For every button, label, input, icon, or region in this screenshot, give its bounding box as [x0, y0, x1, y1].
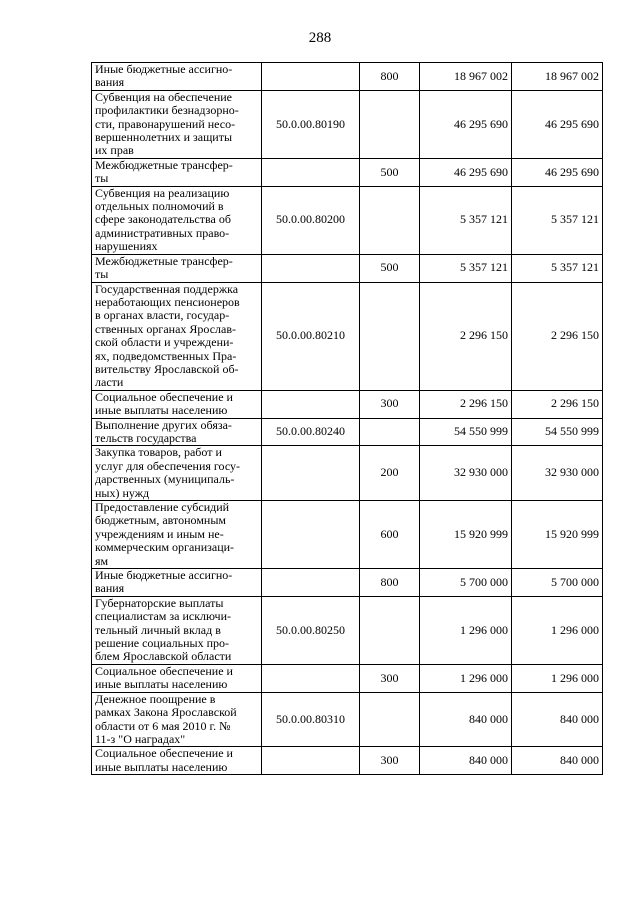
expense-type-cell: 200 [360, 446, 420, 501]
target-code-cell [262, 254, 360, 282]
table-row [92, 569, 603, 597]
amount-year1-cell: 46 295 690 [420, 158, 512, 186]
target-code-cell [262, 569, 360, 597]
amount-year1-cell: 54 550 999 [420, 418, 512, 446]
amount-year1-cell: 1 296 000 [420, 664, 512, 692]
amount-year2-cell: 840 000 [512, 747, 603, 775]
amount-year2-cell: 1 296 000 [512, 664, 603, 692]
expense-type-cell: 300 [360, 664, 420, 692]
expense-type-cell: 600 [360, 501, 420, 569]
amount-year2-cell: 1 296 000 [512, 596, 603, 664]
expense-type-cell: 500 [360, 254, 420, 282]
table-row [92, 418, 603, 446]
page-number: 288 [308, 30, 332, 46]
amount-year2-cell: 15 920 999 [512, 501, 603, 569]
table-row [92, 158, 603, 186]
target-code-cell [262, 390, 360, 418]
expense-type-cell [360, 90, 420, 158]
amount-year1-cell: 840 000 [420, 747, 512, 775]
amount-year1-cell: 5 357 121 [420, 186, 512, 254]
target-code-cell: 50.0.00.80200 [262, 186, 360, 254]
target-code-cell: 50.0.00.80190 [262, 90, 360, 158]
amount-year1-cell: 5 700 000 [420, 569, 512, 597]
table-row [92, 664, 603, 692]
expense-name-cell: Выполнение других обяза- тельств государства [92, 418, 262, 446]
expense-name-cell: Социальное обеспечение и иные выплаты населению [92, 747, 262, 775]
expense-name-cell: Иные бюджетные ассигно- вания [92, 569, 262, 597]
amount-year2-cell: 840 000 [512, 692, 603, 747]
expense-name-cell: Субвенция на обеспечение профилактики безнадзорно- сти, правонарушений несо- вершеннолетних и защиты их прав [92, 90, 262, 158]
expense-name-cell: Государственная поддержка неработающих пенсионеров в органах власти, государ- ственных органах Ярослав- ской области и учреждени- ях, подведомственных Пра- вительству Ярославской об- ласти [92, 282, 262, 390]
amount-year2-cell: 5 357 121 [512, 186, 603, 254]
table-row [92, 501, 603, 569]
budget-table [91, 62, 603, 775]
target-code-cell [262, 63, 360, 91]
table-row [92, 446, 603, 501]
expense-type-cell: 300 [360, 390, 420, 418]
amount-year1-cell: 1 296 000 [420, 596, 512, 664]
target-code-cell: 50.0.00.80240 [262, 418, 360, 446]
budget-table-body [92, 63, 603, 775]
target-code-cell [262, 446, 360, 501]
amount-year1-cell: 2 296 150 [420, 282, 512, 390]
expense-name-cell: Губернаторские выплаты специалистам за исключи- тельный личный вклад в решение социальных про- блем Ярославской области [92, 596, 262, 664]
amount-year1-cell: 32 930 000 [420, 446, 512, 501]
amount-year2-cell: 2 296 150 [512, 390, 603, 418]
expense-type-cell [360, 282, 420, 390]
expense-name-cell: Межбюджетные трансфер- ты [92, 254, 262, 282]
table-row [92, 596, 603, 664]
amount-year1-cell: 840 000 [420, 692, 512, 747]
table-row [92, 90, 603, 158]
expense-name-cell: Межбюджетные трансфер- ты [92, 158, 262, 186]
target-code-cell: 50.0.00.80310 [262, 692, 360, 747]
amount-year2-cell: 46 295 690 [512, 90, 603, 158]
table-row [92, 63, 603, 91]
target-code-cell: 50.0.00.80250 [262, 596, 360, 664]
table-row [92, 254, 603, 282]
expense-name-cell: Денежное поощрение в рамках Закона Ярославской области от 6 мая 2010 г. № 11-з "О наградах" [92, 692, 262, 747]
table-row [92, 747, 603, 775]
expense-type-cell [360, 186, 420, 254]
target-code-cell [262, 747, 360, 775]
expense-name-cell: Социальное обеспечение и иные выплаты населению [92, 390, 262, 418]
expense-type-cell: 800 [360, 63, 420, 91]
table-row [92, 692, 603, 747]
expense-name-cell: Иные бюджетные ассигно- вания [92, 63, 262, 91]
amount-year1-cell: 5 357 121 [420, 254, 512, 282]
amount-year2-cell: 54 550 999 [512, 418, 603, 446]
amount-year2-cell: 5 357 121 [512, 254, 603, 282]
expense-type-cell: 800 [360, 569, 420, 597]
expense-name-cell: Предоставление субсидий бюджетным, автономным учреждениям и иным не- коммерческим организаци- ям [92, 501, 262, 569]
expense-name-cell: Субвенция на реализацию отдельных полномочий в сфере законодательства об административных право- нарушениях [92, 186, 262, 254]
expense-type-cell: 500 [360, 158, 420, 186]
amount-year1-cell: 46 295 690 [420, 90, 512, 158]
target-code-cell [262, 664, 360, 692]
expense-type-cell [360, 596, 420, 664]
table-row [92, 390, 603, 418]
table-row [92, 282, 603, 390]
amount-year2-cell: 5 700 000 [512, 569, 603, 597]
amount-year1-cell: 2 296 150 [420, 390, 512, 418]
expense-type-cell: 300 [360, 747, 420, 775]
amount-year2-cell: 32 930 000 [512, 446, 603, 501]
amount-year2-cell: 46 295 690 [512, 158, 603, 186]
target-code-cell: 50.0.00.80210 [262, 282, 360, 390]
amount-year2-cell: 18 967 002 [512, 63, 603, 91]
expense-name-cell: Социальное обеспечение и иные выплаты населению [92, 664, 262, 692]
expense-type-cell [360, 692, 420, 747]
table-row [92, 186, 603, 254]
target-code-cell [262, 158, 360, 186]
target-code-cell [262, 501, 360, 569]
expense-name-cell: Закупка товаров, работ и услуг для обеспечения госу- дарственных (муниципаль- ных) нужд [92, 446, 262, 501]
amount-year1-cell: 15 920 999 [420, 501, 512, 569]
expense-type-cell [360, 418, 420, 446]
amount-year1-cell: 18 967 002 [420, 63, 512, 91]
amount-year2-cell: 2 296 150 [512, 282, 603, 390]
